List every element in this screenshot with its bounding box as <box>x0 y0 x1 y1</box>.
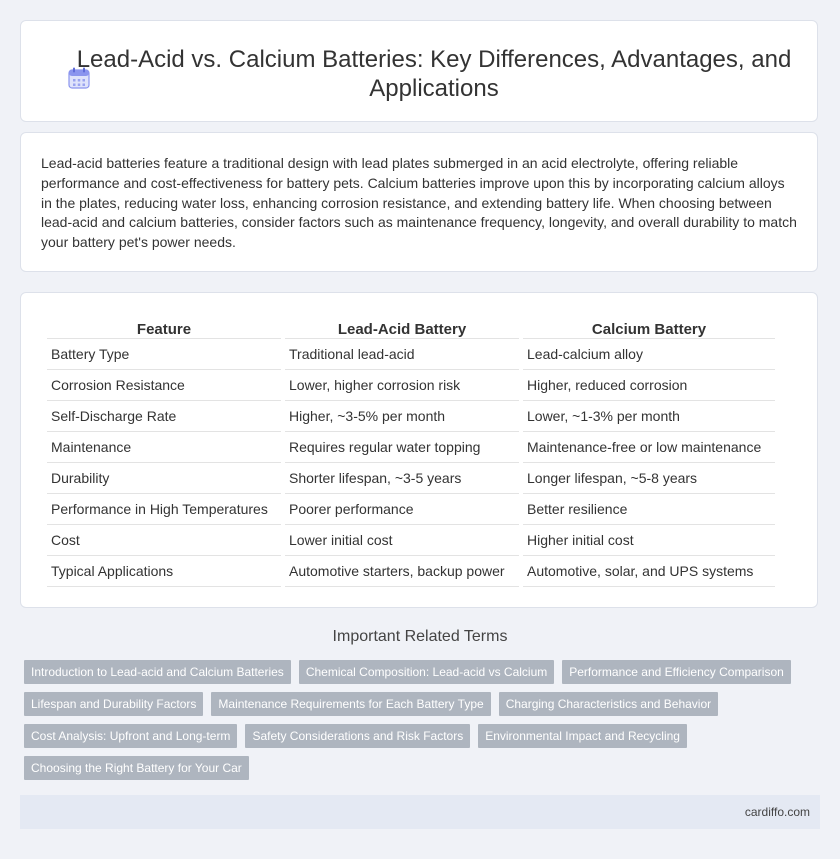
column-header-calcium: Calcium Battery <box>523 314 775 339</box>
related-terms-heading: Important Related Terms <box>332 628 508 645</box>
related-term-tag[interactable]: Lifespan and Durability Factors <box>24 692 203 716</box>
comparison-table <box>43 314 779 587</box>
table-header-row <box>47 314 775 339</box>
related-term-tag[interactable]: Choosing the Right Battery for Your Car <box>24 756 249 780</box>
table-row <box>47 339 775 370</box>
table-cell: Self-Discharge Rate <box>47 401 281 432</box>
table-cell: Automotive, solar, and UPS systems <box>523 556 775 587</box>
related-terms-list <box>24 660 804 780</box>
related-term-tag[interactable]: Chemical Composition: Lead-acid vs Calcium <box>299 660 554 684</box>
comparison-card <box>20 292 818 608</box>
table-cell: Typical Applications <box>47 556 281 587</box>
related-term-tag[interactable]: Maintenance Requirements for Each Battery Type <box>211 692 490 716</box>
page-title: Lead-Acid vs. Calcium Batteries: Key Differences, Advantages, and Applications <box>76 46 792 102</box>
table-cell: Poorer performance <box>285 494 519 525</box>
table-cell: Maintenance <box>47 432 281 463</box>
table-cell: Higher, reduced corrosion <box>523 370 775 401</box>
table-cell: Battery Type <box>47 339 281 370</box>
table-cell: Lower, higher corrosion risk <box>285 370 519 401</box>
table-cell: Automotive starters, backup power <box>285 556 519 587</box>
intro-card <box>20 132 818 272</box>
table-cell: Requires regular water topping <box>285 432 519 463</box>
table-cell: Lower, ~1-3% per month <box>523 401 775 432</box>
table-cell: Lead-calcium alloy <box>523 339 775 370</box>
footer <box>20 795 820 829</box>
table-cell: Lower initial cost <box>285 525 519 556</box>
footer-site-link[interactable]: cardiffo.com <box>744 805 810 819</box>
table-row <box>47 463 775 494</box>
table-cell: Performance in High Temperatures <box>47 494 281 525</box>
related-term-tag[interactable]: Charging Characteristics and Behavior <box>499 692 718 716</box>
table-row <box>47 432 775 463</box>
table-row <box>47 525 775 556</box>
related-term-tag[interactable]: Introduction to Lead-acid and Calcium Batteries <box>24 660 291 684</box>
table-cell: Traditional lead-acid <box>285 339 519 370</box>
related-term-tag[interactable]: Environmental Impact and Recycling <box>478 724 687 748</box>
table-cell: Cost <box>47 525 281 556</box>
table-cell: Durability <box>47 463 281 494</box>
table-cell: Higher initial cost <box>523 525 775 556</box>
intro-paragraph: Lead-acid batteries feature a traditional design with lead plates submerged in an acid electrolyte, offering reliable performance and cost-effectiveness for battery pets. Calcium batteries improve upon this by incorporating calcium alloys in the plates, reducing water loss, enhancing corrosion resistance, and extending battery life. When choosing between lead-acid and calcium batteries, consider factors such as maintenance frequency, longevity, and overall durability to match your battery pet's power needs. <box>41 155 797 251</box>
table-cell: Longer lifespan, ~5-8 years <box>523 463 775 494</box>
column-header-feature: Feature <box>47 314 281 339</box>
related-term-tag[interactable]: Cost Analysis: Upfront and Long-term <box>24 724 237 748</box>
title-card <box>20 20 818 122</box>
table-row <box>47 401 775 432</box>
table-row <box>47 494 775 525</box>
table-cell: Better resilience <box>523 494 775 525</box>
table-cell: Maintenance-free or low maintenance <box>523 432 775 463</box>
table-cell: Shorter lifespan, ~3-5 years <box>285 463 519 494</box>
related-term-tag[interactable]: Safety Considerations and Risk Factors <box>245 724 470 748</box>
column-header-lead-acid: Lead-Acid Battery <box>285 314 519 339</box>
table-cell: Higher, ~3-5% per month <box>285 401 519 432</box>
table-row <box>47 556 775 587</box>
related-term-tag[interactable]: Performance and Efficiency Comparison <box>562 660 791 684</box>
table-row <box>47 370 775 401</box>
table-cell: Corrosion Resistance <box>47 370 281 401</box>
